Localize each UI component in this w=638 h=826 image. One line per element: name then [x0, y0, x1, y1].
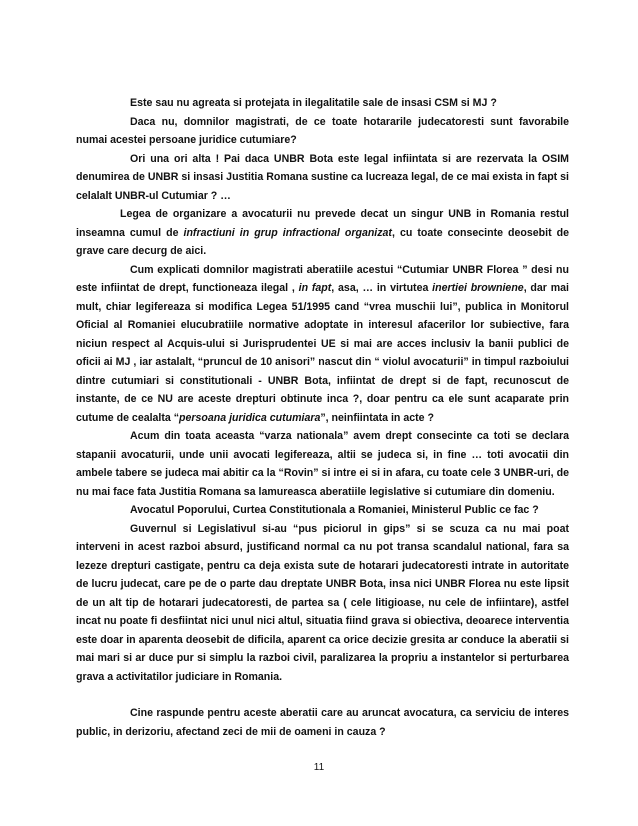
italic-phrase: in fapt — [298, 282, 332, 294]
text-run: ”, neinfiintata in acte ? — [320, 411, 434, 424]
text-run: , cu toate consecinte deosebit de grave care decurg de aici. — [76, 226, 569, 257]
page-number: 11 — [313, 762, 325, 773]
text-run: Legea de organizare a avocaturii nu prevede decat un singur UNB in Romania restul inseamna cumul de — [76, 208, 569, 239]
text-run: Este sau nu agreata si protejata in ilegalitatile sale de insasi CSM si MJ ? — [130, 97, 497, 109]
paragraph-8 — [76, 520, 569, 687]
paragraph-3 — [76, 150, 569, 206]
italic-phrase: persoana juridica cutumiara — [179, 411, 321, 424]
paragraph-2 — [76, 113, 569, 150]
paragraph-4 — [76, 205, 569, 261]
paragraph-7 — [76, 501, 569, 520]
text-run: , dar mai mult, chiar legifereaza si modifica Legea 51/1995 cand “vrea muschii lui”, publica in Monitorul Oficial al Romaniei elucubratiile normative adoptate in interesul afacerilor lor subiective, fara niciun respect al Acquis-ului si Jurisprudentei UE si mai are acces inclusiv la banii publici de oficii ai MJ , iar astalalt, “pruncul de 10 anisori” nascut din “ violul avocaturii” in timpul razboiului dintre cutumiari si constitutionali - UNBR Bota, infiintat de drept si de fapt, recunoscut de instante, de ce NU are aceste drepturi obtinute inca ?, doar pentru ca ele sunt acaparate prin cutume de cealalta “ — [76, 282, 569, 424]
paragraph-6 — [76, 427, 569, 501]
text-run: Ori una ori alta ! Pai daca UNBR Bota este legal infiintata si are rezervata la OSIM denumirea de UNBR si insasi Justitia Romana sustine ca lucreaza legal, de ce mai exista in fapt si celalalt UNBR-ul Cutumiar ? … — [76, 152, 569, 202]
text-run: Acum din toata aceasta “varza nationala” avem drept consecinte ca toti se declara stapanii avocaturii, unde unii avocati legifereaza, altii se judeca si, in fine … toti avocatii din ambele tabere se judeca mai abitir ca la “Rovin” si intre ei si in afara, cu toate cele 3 UNBR-uri, de nu mai face fata Justitia Romana sa lamureasca aberatiile legislative si cutumiare din domeniu. — [76, 430, 569, 498]
text-run: , asa, … in virtutea — [331, 282, 433, 294]
paragraph-1 — [76, 94, 569, 113]
text-run: Guvernul si Legislativul si-au “pus piciorul in gips” si se scuza ca nu mai poat interveni in acest razboi absurd, justificand normal ca nu pot transa scandalul national, fara sa lezeze drepturi castigate, pentru ca deja exista sute de hotarari judecatoresti intrate in autoritate de lucru judecat, care pe de o parte dau dreptate UNBR Bota, insa nici UNBR Florea nu este lipsit de un alt tip de hotarari judecatoresti, de partea sa ( cele litigioase, nu cele de infiintare), astfel incat nu poate fi desfiintat nici unul nici altul, situatia fiind grava si obiectiva, deoarece interventia este doar in aparenta deosebit de dificila, aparent ca orice decizie gresita ar conduce la aberatii si mai mari si ar duce pur si simplu la razboi civil, paralizarea la propriu a instantelor si perturbarea grava a activitatilor judiciare in Romania. — [76, 522, 569, 683]
text-run: Daca nu, domnilor magistrati, de ce toate hotararile judecatoresti sunt favorabile numai acestei persoane juridice cutumiare? — [76, 115, 569, 146]
document-body — [76, 94, 569, 741]
paragraph-9 — [76, 704, 569, 741]
text-run: Cum explicati domnilor magistrati aberatiile acestui “Cutumiar UNBR Florea ” desi nu este infiintat de drept, functioneaza ilegal , — [76, 263, 569, 294]
paragraph-5 — [76, 261, 569, 428]
text-run: Cine raspunde pentru aceste aberatii care au aruncat avocatura, ca serviciu de interes public, in derizoriu, afectand zeci de mii de oameni in cauza ? — [76, 707, 569, 738]
italic-phrase: infractiuni in grup infractional organizat — [183, 226, 392, 239]
text-run: Avocatul Poporului, Curtea Constitutionala a Romaniei, Ministerul Public ce fac ? — [130, 504, 539, 516]
italic-phrase: inertiei browniene — [432, 282, 524, 294]
